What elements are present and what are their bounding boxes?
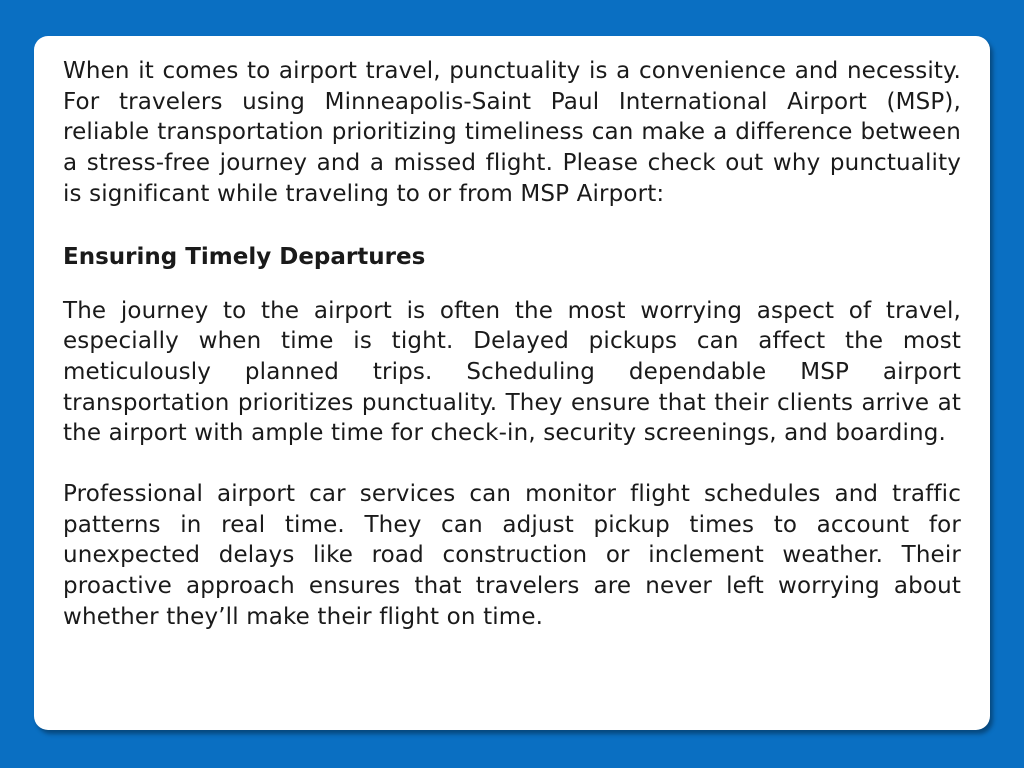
section-heading: Ensuring Timely Departures bbox=[63, 243, 426, 270]
intro-paragraph: When it comes to airport travel, punctuality is a convenience and necessity. For travelers using Minneapolis-Saint Paul International Airport (MSP), reliable transportation prioritizing timeliness can make a difference between a stress-free journey and a missed flight. Please check out why punctuality is significant while traveling to or from MSP Airport: bbox=[63, 58, 961, 207]
content-card bbox=[34, 36, 990, 730]
body-paragraph-2: Professional airport car services can monitor flight schedules and traffic patterns in real time. They can adjust pickup times to account for unexpected delays like road construction or inclement weather. Their proactive approach ensures that travelers are never left worrying about whether they’ll make their flight on time. bbox=[63, 481, 961, 630]
body-paragraph-1: The journey to the airport is often the most worrying aspect of travel, especially when time is tight. Delayed pickups can affect the most meticulously planned trips. Scheduling dependable MSP airport transportation prioritizes punctuality. They ensure that their clients arrive at the airport with ample time for check-in, security screenings, and boarding. bbox=[63, 297, 961, 447]
